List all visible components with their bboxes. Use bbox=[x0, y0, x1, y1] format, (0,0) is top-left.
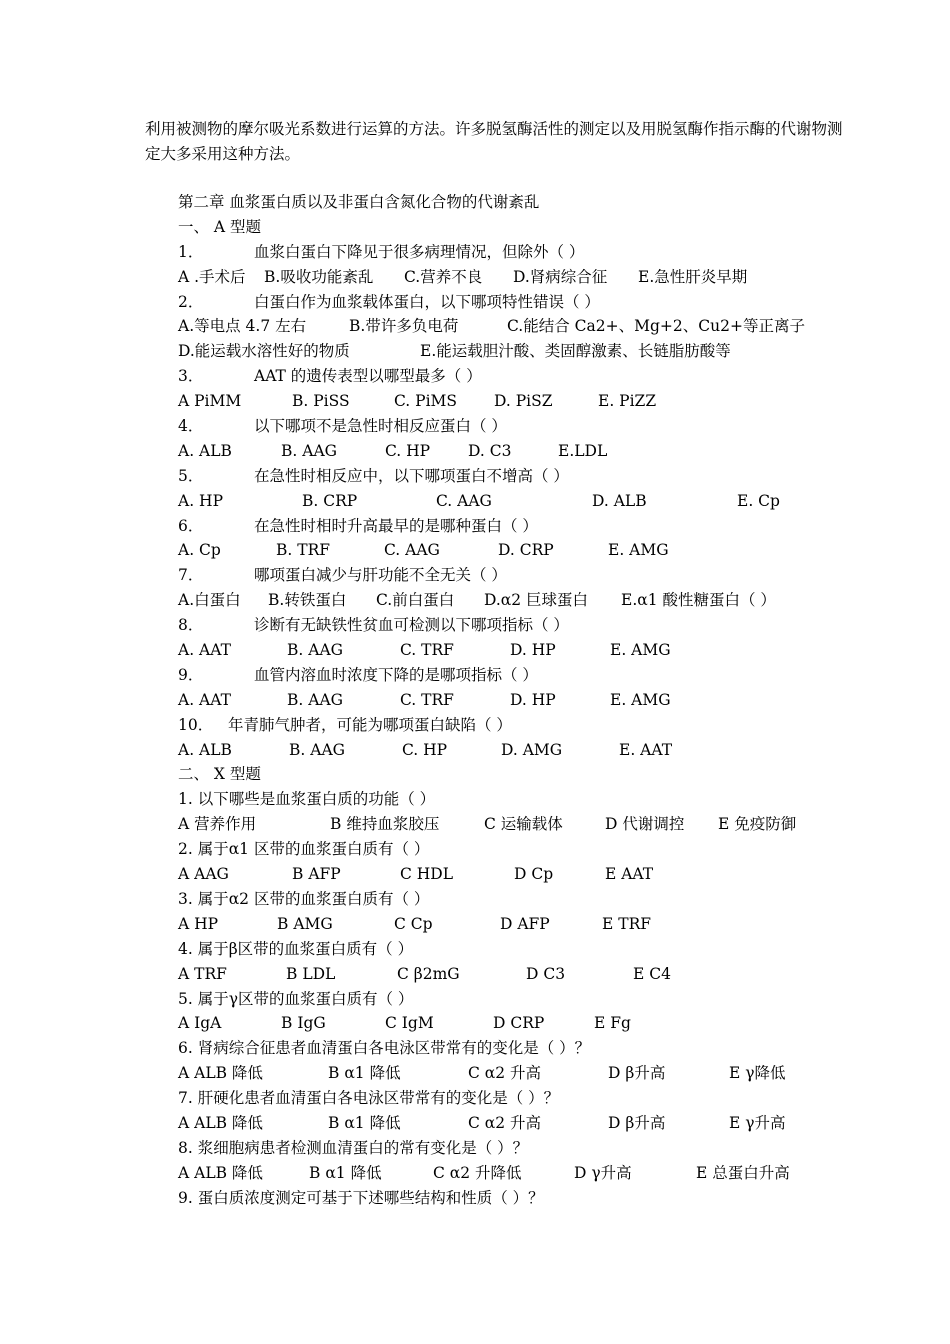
question-x8: 8. 浆细胞病患者检测血清蛋白的常有变化是（ ）？ bbox=[178, 1138, 529, 1157]
options-x3: A HP B AMG C Cp D AFP E TRF bbox=[178, 914, 652, 933]
options-a7: A.白蛋白 B.转铁蛋白 C.前白蛋白 D.α2 巨球蛋白 E.α1 酸性糖蛋白（ ） bbox=[178, 591, 776, 610]
question-a6: 6． 在急性时相时升高最早的是哪种蛋白（ ） bbox=[178, 516, 538, 535]
options-a1: A .手术后 B.吸收功能紊乱 C.营养不良 D.肾病综合征 E.急性肝炎早期 bbox=[178, 267, 748, 286]
question-a2: 2． 白蛋白作为血浆载体蛋白，以下哪项特性错误（ ） bbox=[178, 292, 600, 311]
question-a4: 4． 以下哪项不是急性时相反应蛋白（ ） bbox=[178, 417, 507, 436]
question-x4: 4. 属于β区带的血浆蛋白质有（ ） bbox=[178, 939, 414, 958]
options-a5: A. HP B. CRP C. AAG D. ALB E. Cp bbox=[178, 491, 780, 510]
options-x5: A IgA B IgG C IgM D CRP E Fg bbox=[178, 1014, 631, 1033]
options-x8: A ALB 降低 B α1 降低 C α2 升降低 D γ升高 E 总蛋白升高 bbox=[178, 1163, 790, 1182]
question-x7: 7. 肝硬化患者血清蛋白各电泳区带常有的变化是（ ）？ bbox=[178, 1089, 560, 1108]
options-a3: A PiMM B. PiSS C. PiMS D. PiSZ E. PiZZ bbox=[178, 392, 657, 411]
question-x9: 9. 蛋白质浓度测定可基于下述哪些结构和性质（ ）？ bbox=[178, 1188, 544, 1207]
options-x4: A TRF B LDL C β2mG D C3 E C4 bbox=[178, 964, 671, 983]
question-a1: 1． 血浆白蛋白下降见于很多病理情况，但除外（ ） bbox=[178, 242, 585, 261]
chapter-content bbox=[178, 190, 858, 1211]
section-a-heading: 一、 A 型题 bbox=[178, 217, 262, 236]
question-a8: 8． 诊断有无缺铁性贫血可检测以下哪项指标（ ） bbox=[178, 616, 569, 635]
question-x3: 3. 属于α2 区带的血浆蛋白质有（ ） bbox=[178, 889, 430, 908]
options-a4: A. ALB B. AAG C. HP D. C3 E.LDL bbox=[178, 441, 608, 460]
question-x5: 5. 属于γ区带的血浆蛋白质有（ ） bbox=[178, 989, 414, 1008]
options-a9: A. AAT B. AAG C. TRF D. HP E. AMG bbox=[178, 690, 671, 709]
options-a8: A. AAT B. AAG C. TRF D. HP E. AMG bbox=[178, 641, 671, 660]
options-x2: A AAG B AFP C HDL D Cp E AAT bbox=[178, 865, 654, 884]
question-a3: 3． AAT 的遗传表型以哪型最多（ ） bbox=[178, 367, 482, 386]
question-a10: 10． 年青肺气肿者，可能为哪项蛋白缺陷（ ） bbox=[178, 715, 512, 734]
section-x-heading: 二、 X 型题 bbox=[178, 765, 261, 784]
question-x6: 6. 肾病综合征患者血清蛋白各电泳区带常有的变化是（ ）？ bbox=[178, 1039, 591, 1058]
question-a5: 5． 在急性时相反应中，以下哪项蛋白不增高（ ） bbox=[178, 466, 569, 485]
options-x1: A 营养作用 B 维持血浆胶压 C 运输载体 D 代谢调控 E 免疫防御 bbox=[178, 815, 797, 834]
options-x7: A ALB 降低 B α1 降低 C α2 升高 D β升高 E γ升高 bbox=[178, 1113, 786, 1132]
question-a7: 7． 哪项蛋白减少与肝功能不全无关（ ） bbox=[178, 566, 507, 585]
options-a2: A.等电点 4.7 左右 B.带许多负电荷 C.能结合 Ca2+、Mg+2、Cu2+等正离子 bbox=[178, 317, 805, 336]
question-x2: 2. 属于α1 区带的血浆蛋白质有（ ） bbox=[178, 840, 430, 859]
options-a6: A. Cp B. TRF C. AAG D. CRP E. AMG bbox=[178, 541, 669, 560]
question-a9: 9． 血管内溶血时浓度下降的是哪项指标（ ） bbox=[178, 665, 538, 684]
chapter-title: 第二章 血浆蛋白质以及非蛋白含氮化合物的代谢紊乱 bbox=[178, 193, 540, 211]
options-x6: A ALB 降低 B α1 降低 C α2 升高 D β升高 E γ降低 bbox=[178, 1064, 786, 1083]
options-a10: A. ALB B. AAG C. HP D. AMG E. AAT bbox=[178, 740, 673, 759]
options-a2-row2: D.能运载水溶性好的物质 E.能运载胆汁酸、类固醇激素、长链脂肪酸等 bbox=[178, 342, 731, 361]
intro-paragraph: 利用被测物的摩尔吸光系数进行运算的方法。许多脱氢酶活性的测定以及用脱氢酶作指示酶的代谢物测定大多采用这种方法。 bbox=[145, 120, 843, 163]
question-x1: 1. 以下哪些是血浆蛋白质的功能（ ） bbox=[178, 790, 436, 809]
